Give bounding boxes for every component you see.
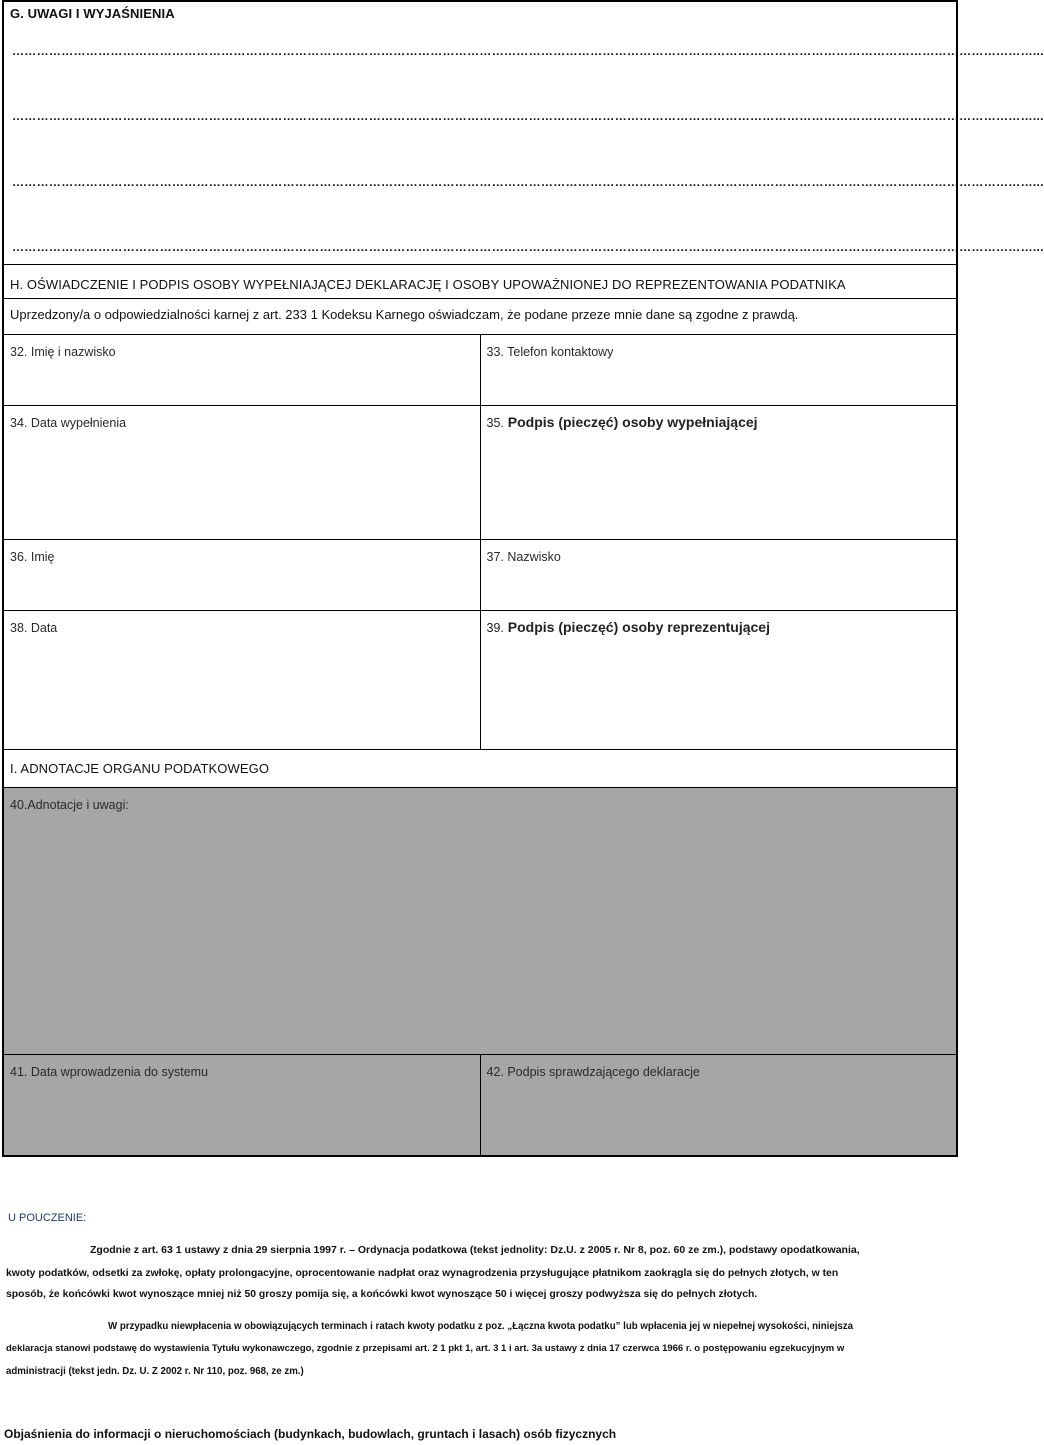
field-40-label: 40.Adnotacje i uwagi: (10, 798, 129, 812)
field-32-label: 32. Imię i nazwisko (10, 345, 116, 359)
remarks-line-3[interactable]: ……………………………………………………………………………………………………………………………………………………………………………………………………………………………... (12, 175, 1044, 189)
field-36-label: 36. Imię (10, 550, 55, 564)
section-g-title: G. UWAGI I WYJAŚNIENIA (10, 6, 175, 21)
pouczenie-p2-l2: deklaracja stanowi podstawę do wystawienia Tytułu wykonawczego, zgodnie z przepisami art. 2 1 pkt 1, art. 3 1 i art. 3a ustawy z dnia 17 czerwca 1966 r. o postępowaniu egzekucyjnym w (6, 1343, 845, 1354)
pouczenie-p1-l1: Zgodnie z art. 63 1 ustawy z dnia 29 sierpnia 1997 r. – Ordynacja podatkowa (tekst jednolity: Dz.U. z 2005 r. Nr 8, poz. 60 ze zm.), podstawy opodatkowania, (90, 1244, 860, 1256)
representative-signature-field[interactable] (480, 611, 957, 749)
section-i-title: I. ADNOTACJE ORGANU PODATKOWEGO (10, 761, 270, 776)
field-34-label: 34. Data wypełnienia (10, 416, 127, 430)
row-36-37 (4, 539, 956, 610)
footer-title: Objaśnienia do informacji o nieruchomościach (budynkach, budowlach, gruntach i lasach) osób fizycznych (4, 1427, 617, 1441)
row-41-42 (4, 1054, 956, 1155)
section-h-header (4, 264, 956, 298)
field-39-label: 39. Podpis (pieczęć) osoby reprezentującej (486, 619, 770, 635)
row-32-33 (4, 334, 956, 405)
name-field[interactable] (4, 335, 480, 405)
field-42-label: 42. Podpis sprawdzającego deklaracje (486, 1065, 700, 1079)
field-38-label: 38. Data (10, 621, 58, 635)
phone-field[interactable] (480, 335, 957, 405)
pouczenie-p2-l3: administracji (tekst jedn. Dz. U. Z 2002 r. Nr 110, poz. 968, ze zm.) (6, 1366, 304, 1377)
statement-row (4, 298, 956, 334)
remarks-line-2[interactable]: ……………………………………………………………………………………………………………………………………………………………………………………………………………………………... (12, 109, 1044, 123)
remarks-line-4[interactable]: ……………………………………………………………………………………………………………………………………………………………………………………………………………………………... (12, 240, 1044, 254)
section-g (4, 2, 1044, 264)
field-41-label: 41. Data wprowadzenia do systemu (10, 1065, 209, 1079)
pouczenie-title: U POUCZENIE: (8, 1212, 87, 1224)
annotations-row (4, 787, 956, 1054)
filler-signature-field[interactable] (480, 406, 957, 539)
declaration-form (2, 0, 1044, 1157)
annotations-field[interactable] (4, 788, 956, 1054)
pouczenie-p1-l3: sposób, że końcówki kwot wynoszące mniej niż 50 groszy pomija się, a końcówki kwot wynoszące 50 i więcej groszy podwyższa się do pełnych złotych. (6, 1289, 758, 1300)
last-name-field[interactable] (480, 540, 957, 610)
pouczenie-p1-l2: kwoty podatków, odsetki za zwłokę, opłaty prolongacyjne, oprocentowanie nadpłat oraz wynagrodzenia przysługujące płatnikom zaokrągla się do pełnych złotych, w ten (6, 1268, 839, 1279)
field-33-label: 33. Telefon kontaktowy (486, 345, 614, 359)
remarks-line-1[interactable]: ……………………………………………………………………………………………………………………………………………………………………………………………………………………………... (12, 44, 1044, 58)
fill-date-field[interactable] (4, 406, 480, 539)
checker-signature-field[interactable] (480, 1055, 957, 1155)
row-34-35 (4, 405, 956, 539)
row-38-39 (4, 610, 956, 749)
field-35-label: 35. Podpis (pieczęć) osoby wypełniającej (486, 414, 758, 430)
pouczenie-p2-l1: W przypadku niewpłacenia w obowiązujących terminach i ratach kwoty podatku z poz. „Łączna kwota podatku” lub wpłacenia jej w niepełnej wysokości, niniejsza (108, 1321, 854, 1332)
statement-text: Uprzedzony/a o odpowiedzialności karnej z art. 233 1 Kodeksu Karnego oświadczam, że podane przeze mnie dane są zgodne z prawdą. (10, 307, 799, 322)
section-i-header (4, 749, 956, 787)
field-37-label: 37. Nazwisko (486, 550, 561, 564)
first-name-field[interactable] (4, 540, 480, 610)
section-h-title: H. OŚWIADCZENIE I PODPIS OSOBY WYPEŁNIAJĄCEJ DEKLARACJĘ I OSOBY UPOWAŻNIONEJ DO REPREZENTOWANIA PODATNIKA (10, 277, 846, 292)
system-entry-date-field[interactable] (4, 1055, 480, 1155)
date-field[interactable] (4, 611, 480, 749)
